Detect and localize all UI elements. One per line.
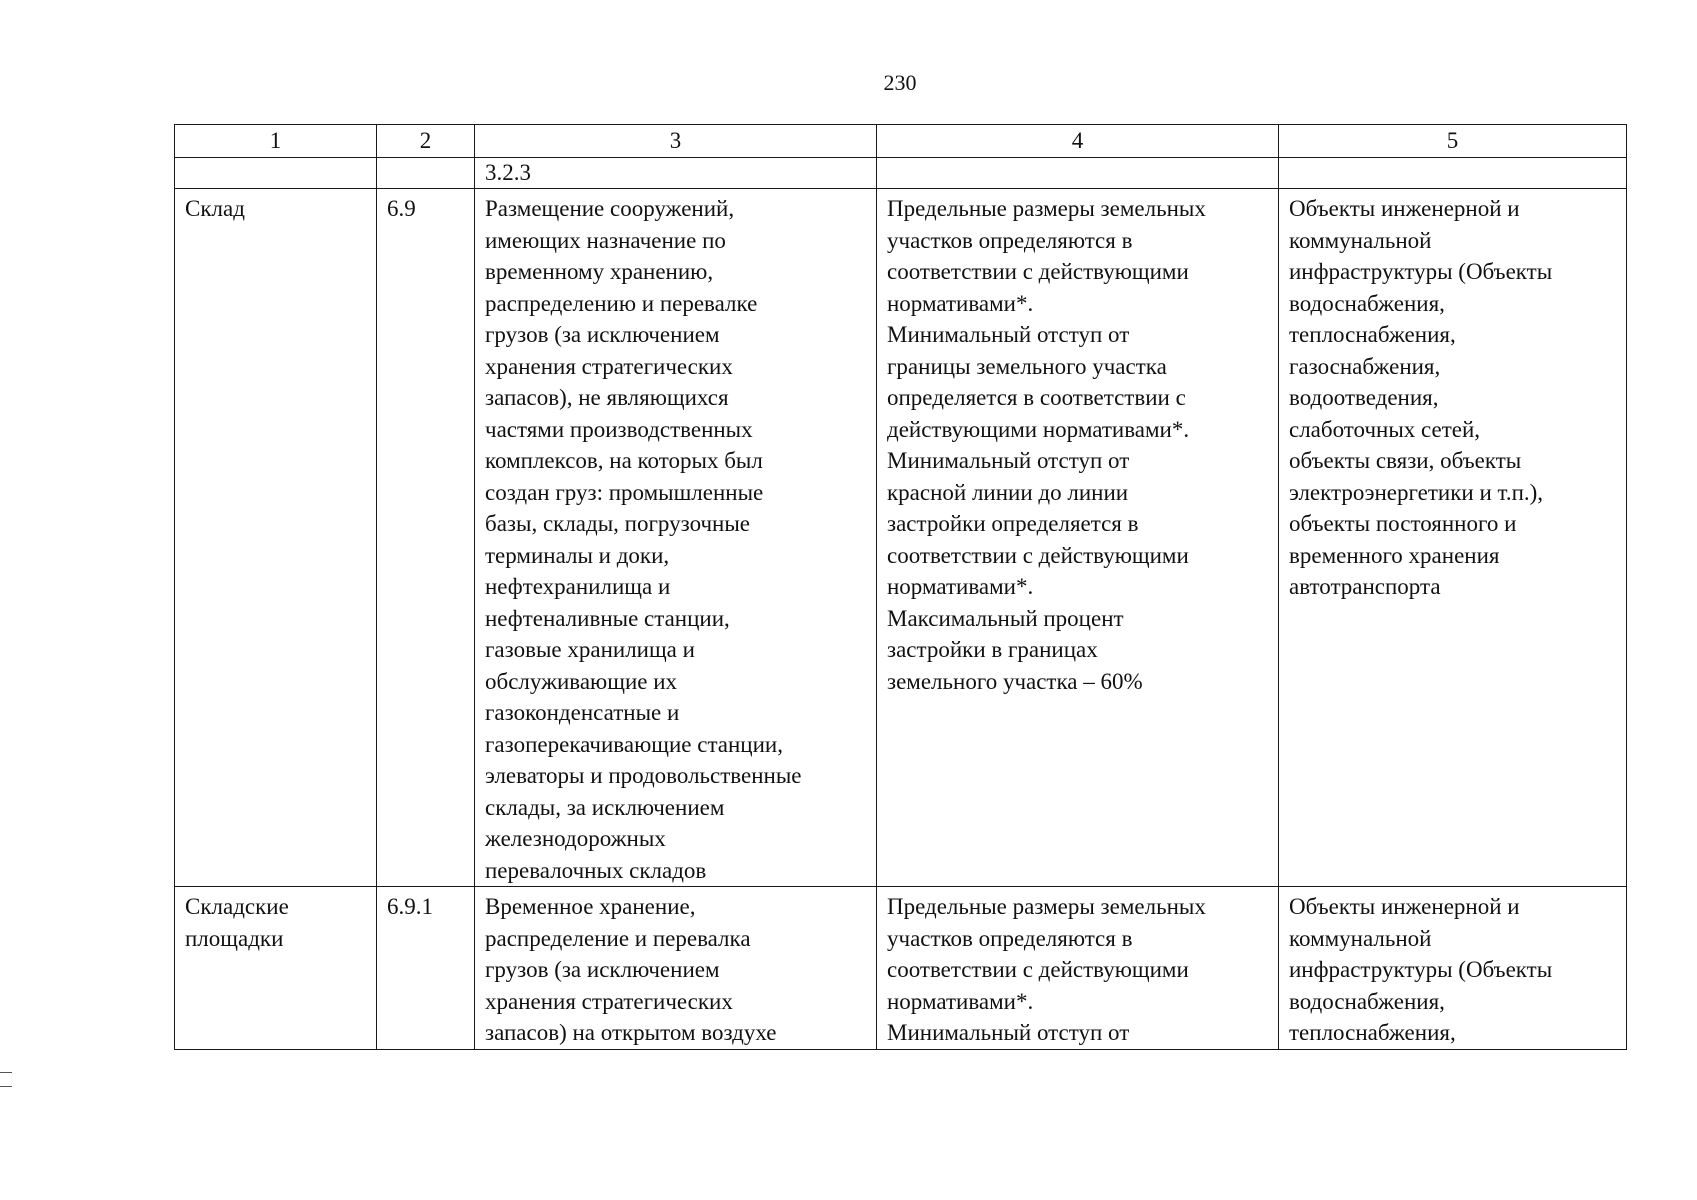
land-use-table (174, 124, 1627, 1050)
column-header: 5 (1279, 125, 1627, 158)
use-type-code: 6.9.1 (387, 894, 433, 919)
column-header: 3 (475, 125, 877, 158)
table-header-row (175, 125, 1627, 158)
use-type-name: Складские площадки (185, 894, 289, 951)
subheader-cell (175, 158, 377, 189)
use-type-description: Временное хранение, распределение и перевалка грузов (за исключением хранения стратегических запасов) на открытом воздухе (485, 894, 777, 1045)
subheader-cell (877, 158, 1279, 189)
scan-margin-mark (0, 1086, 12, 1087)
auxiliary-uses: Объекты инженерной и коммунальной инфраструктуры (Объекты водоснабжения, теплоснабжения, газоснабжения, водоотведения, слаботочных сетей, объекты связи, объекты электроэнергетики и т.п.), объекты постоянного и временного хранения автотранспорта (1289, 196, 1553, 599)
use-type-name: Склад (185, 196, 245, 221)
table-row (175, 887, 1627, 1050)
column-header: 2 (377, 125, 475, 158)
page-number: 230 (883, 70, 917, 95)
table-row (175, 189, 1627, 887)
subheader-cell (1279, 158, 1627, 189)
column-header: 1 (175, 125, 377, 158)
auxiliary-uses: Объекты инженерной и коммунальной инфраструктуры (Объекты водоснабжения, теплоснабжения, (1289, 894, 1553, 1045)
limit-parameters: Предельные размеры земельных участков определяются в соответствии с действующими нормативами*. Минимальный отступ от границы земельного участка определяется в соответствии с действующими нормативами*. Минимальный отступ от красной линии до линии застройки определяется в соответствии с действующими нормативами*. Максимальный процент застройки в границах земельного участка – 60% (887, 196, 1206, 694)
table-subheader-row (175, 158, 1627, 189)
use-type-code: 6.9 (387, 196, 416, 221)
limit-parameters: Предельные размеры земельных участков определяются в соответствии с действующими нормативами*. Минимальный отступ от (887, 894, 1206, 1045)
use-type-description: Размещение сооружений, имеющих назначение по временному хранению, распределению и перевалке грузов (за исключением хранения стратегических запасов), не являющихся частями производственных комплексов, на которых был создан груз: промышленные базы, склады, погрузочные терминалы и доки, нефтехранилища и нефтеналивные станции, газовые хранилища и обслуживающие их газоконденсатные и газоперекачивающие станции, элеваторы и продовольственные склады, за исключением железнодорожных перевалочных складов (485, 196, 802, 883)
subheader-cell (377, 158, 475, 189)
scan-margin-mark (0, 1072, 12, 1073)
subheader-code: 3.2.3 (475, 158, 877, 189)
column-header: 4 (877, 125, 1279, 158)
